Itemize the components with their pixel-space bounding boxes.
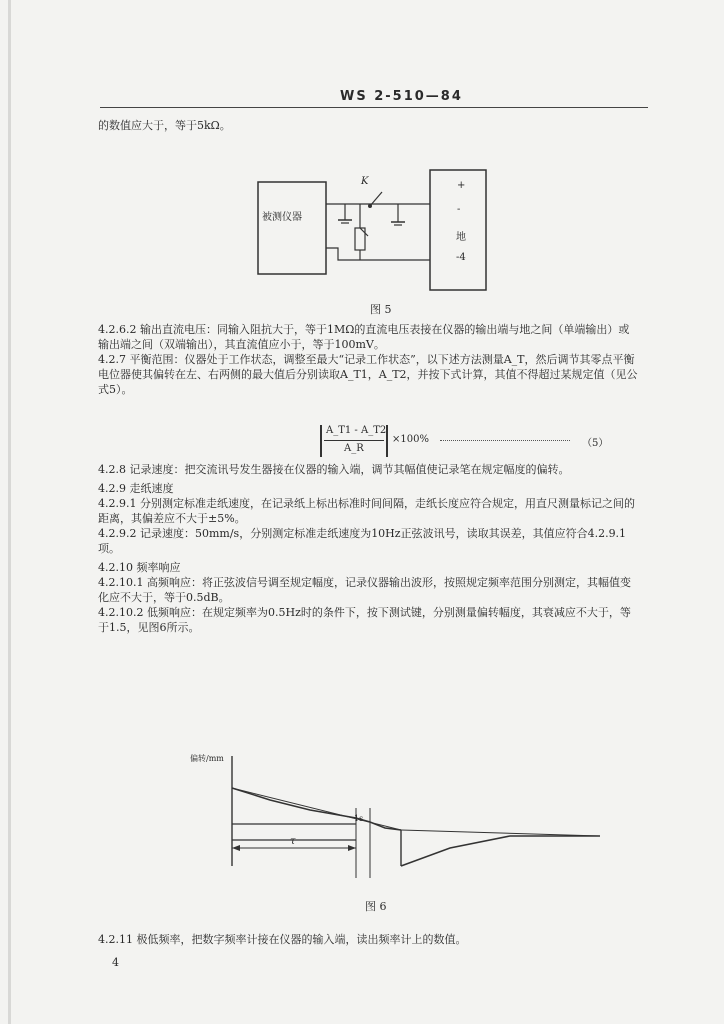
para-4-2-9-1: 4.2.9.1 分别测定标准走纸速度，在记录纸上标出标准时间间隔，走纸长度应符合规定，用直尺测量标记之间的距离，其偏差应不大于±5%。 xyxy=(98,497,635,525)
header-rule xyxy=(100,107,648,108)
formula-denominator: A_R xyxy=(344,443,364,454)
instrument-box xyxy=(258,182,326,274)
figure-5-caption: 图 5 xyxy=(370,303,392,316)
figure-6-tau-label: τ xyxy=(290,836,296,847)
para-4-2-6-2: 4.2.6.2 输出直流电压：同输入阻抗大于，等于1MΩ的直流电压表接在仪器的输出端与地之间（单端输出）或输出端之间（双端输出），其直流值应小于，等于100mV。 xyxy=(98,323,630,351)
text-block-2 xyxy=(98,462,638,635)
page-number: 4 xyxy=(112,956,119,969)
formula-numerator: A_T1 - A_T2 xyxy=(326,425,387,436)
recovery-curve xyxy=(401,836,600,866)
figure-5-circuit xyxy=(250,168,490,293)
scan-edge-shadow xyxy=(8,0,11,1024)
figure-6-caption: 图 6 xyxy=(365,900,387,913)
para-4-2-10: 4.2.10 频率响应 xyxy=(98,561,181,574)
terminal-2: - xyxy=(457,204,461,215)
terminal-4: -4 xyxy=(456,252,466,263)
figure-6-mark-label: 1s xyxy=(354,814,364,823)
instrument-box-label: 被测仪器 xyxy=(262,212,302,223)
continuation-line: 的数值应大于，等于5kΩ。 xyxy=(98,119,231,132)
para-4-2-9: 4.2.9 走纸速度 xyxy=(98,482,174,495)
para-4-2-11: 4.2.11 极低频率，把数字频率计接在仪器的输入端，读出频率计上的数值。 xyxy=(98,933,467,946)
para-4-2-10-1: 4.2.10.1 高频响应：将正弦波信号调至规定幅度，记录仪器输出波形，按照规定频率范围分别测定，其幅值变化应不大于，等于0.5dB。 xyxy=(98,576,631,604)
figure-6-y-label: 偏转/mm xyxy=(190,754,224,763)
formula-number: （5） xyxy=(582,438,609,449)
para-4-2-10-2: 4.2.10.2 低频响应：在规定频率为0.5Hz时的条件下，按下测试键，分别测量偏转幅度，其衰减应不大于，等于1.5，见图6所示。 xyxy=(98,606,631,634)
formula-multiplier: ×100% xyxy=(392,434,429,445)
switch-label: K xyxy=(361,176,369,187)
recovery-line xyxy=(401,830,600,836)
para-4-2-9-2: 4.2.9.2 记录速度：50mm/s，分别测定标准走纸速度为10Hz正弦波讯号，读取其误差，其值应符合4.2.9.1项。 xyxy=(98,527,627,555)
terminal-1: + xyxy=(457,180,466,191)
text-block-3 xyxy=(98,932,638,947)
para-4-2-7: 4.2.7 平衡范围：仪器处于工作状态，调整至最大“记录工作状态”，以下述方法测量A_T，然后调节其零点平衡电位器使其偏转在左、右两侧的最大值后分别读取A_T1，A_T2，并按下式计算，其值不得超过某规定值（见公式5）。 xyxy=(98,353,638,396)
formula-5 xyxy=(320,425,620,459)
para-4-2-8: 4.2.8 记录速度：把交流讯号发生器接在仪器的输入端，调节其幅值使记录笔在规定幅度的偏转。 xyxy=(98,463,570,476)
terminal-3: 地 xyxy=(456,232,466,243)
figure-6-waveform xyxy=(190,748,620,898)
text-block-1 xyxy=(98,322,638,397)
document-code: WS 2-510—84 xyxy=(340,89,463,104)
